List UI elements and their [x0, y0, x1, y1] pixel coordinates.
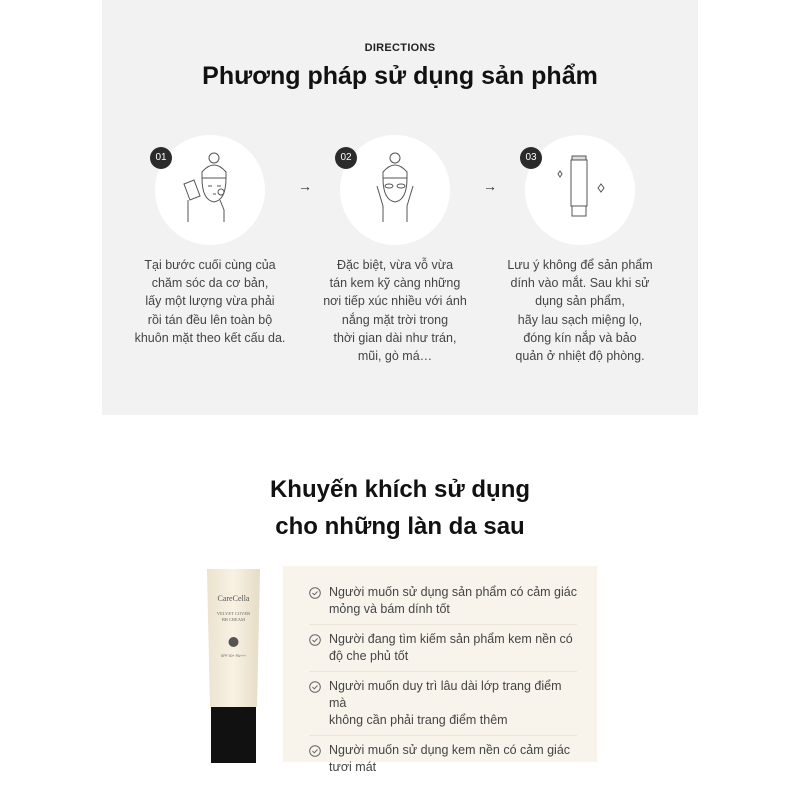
step-description: Đặc biệt, vừa vỗ vừa tán kem kỹ càng những nơi tiếp xúc nhiều với ánh nắng mặt trời trong thời gian dài như trán, mũi, gò má…: [323, 258, 467, 364]
step-description: Tại bước cuối cùng của chăm sóc da cơ bản, lấy một lượng vừa phải rồi tán đều lên toàn bộ khuôn mặt theo kết cấu da.: [134, 258, 286, 345]
section-title: Phương pháp sử dụng sản phẩm: [202, 62, 598, 90]
section-eyebrow: DIRECTIONS: [364, 42, 436, 54]
svg-text:BB CREAM: BB CREAM: [221, 617, 246, 622]
arrow-icon: →: [298, 178, 312, 194]
list-item: Người muốn duy trì lâu dài lớp trang điểm mà không cần phải trang điểm thêm: [309, 672, 577, 736]
recommend-title-line1: Khuyến khích sử dụng: [269, 476, 531, 503]
check-circle-icon: [309, 681, 321, 693]
svg-text:SPF 50+ PA+++: SPF 50+ PA+++: [220, 654, 247, 658]
svg-text:VELVET COVER: VELVET COVER: [216, 611, 251, 616]
step-number: 02: [335, 147, 357, 169]
check-circle-icon: [309, 587, 321, 599]
check-circle-icon: [309, 634, 321, 646]
arrow-icon: →: [483, 178, 497, 194]
svg-text:CareCella: CareCella: [217, 594, 250, 603]
recommend-title-line2: cho những làn da sau: [275, 513, 525, 540]
list-item: Người muốn sử dụng kem nền có cảm giác tươi mát: [309, 736, 577, 782]
recommend-list: [283, 566, 597, 774]
directions-section: [102, 0, 698, 415]
step-description: Lưu ý không để sản phẩm dính vào mắt. Sau khi sử dụng sản phẩm, hãy lau sạch miệng lọ, đóng kín nắp và bảo quản ở nhiệt độ phòng.: [507, 258, 653, 364]
step-2: [305, 135, 485, 365]
woman-patting-face-icon: [365, 150, 425, 230]
step-3: [490, 135, 670, 365]
step-number: 03: [520, 147, 542, 169]
list-item: Người muốn sử dụng sản phẩm có cảm giác mỏng và bám dính tốt: [309, 578, 577, 625]
step-1: [120, 135, 300, 347]
cream-tube-icon: [550, 150, 610, 230]
list-item: Người đang tìm kiếm sản phẩm kem nền có độ che phủ tốt: [309, 625, 577, 672]
product-tube-image: [205, 567, 262, 763]
check-circle-icon: [309, 745, 321, 757]
step-number: 01: [150, 147, 172, 169]
woman-applying-cream-icon: [180, 150, 240, 230]
